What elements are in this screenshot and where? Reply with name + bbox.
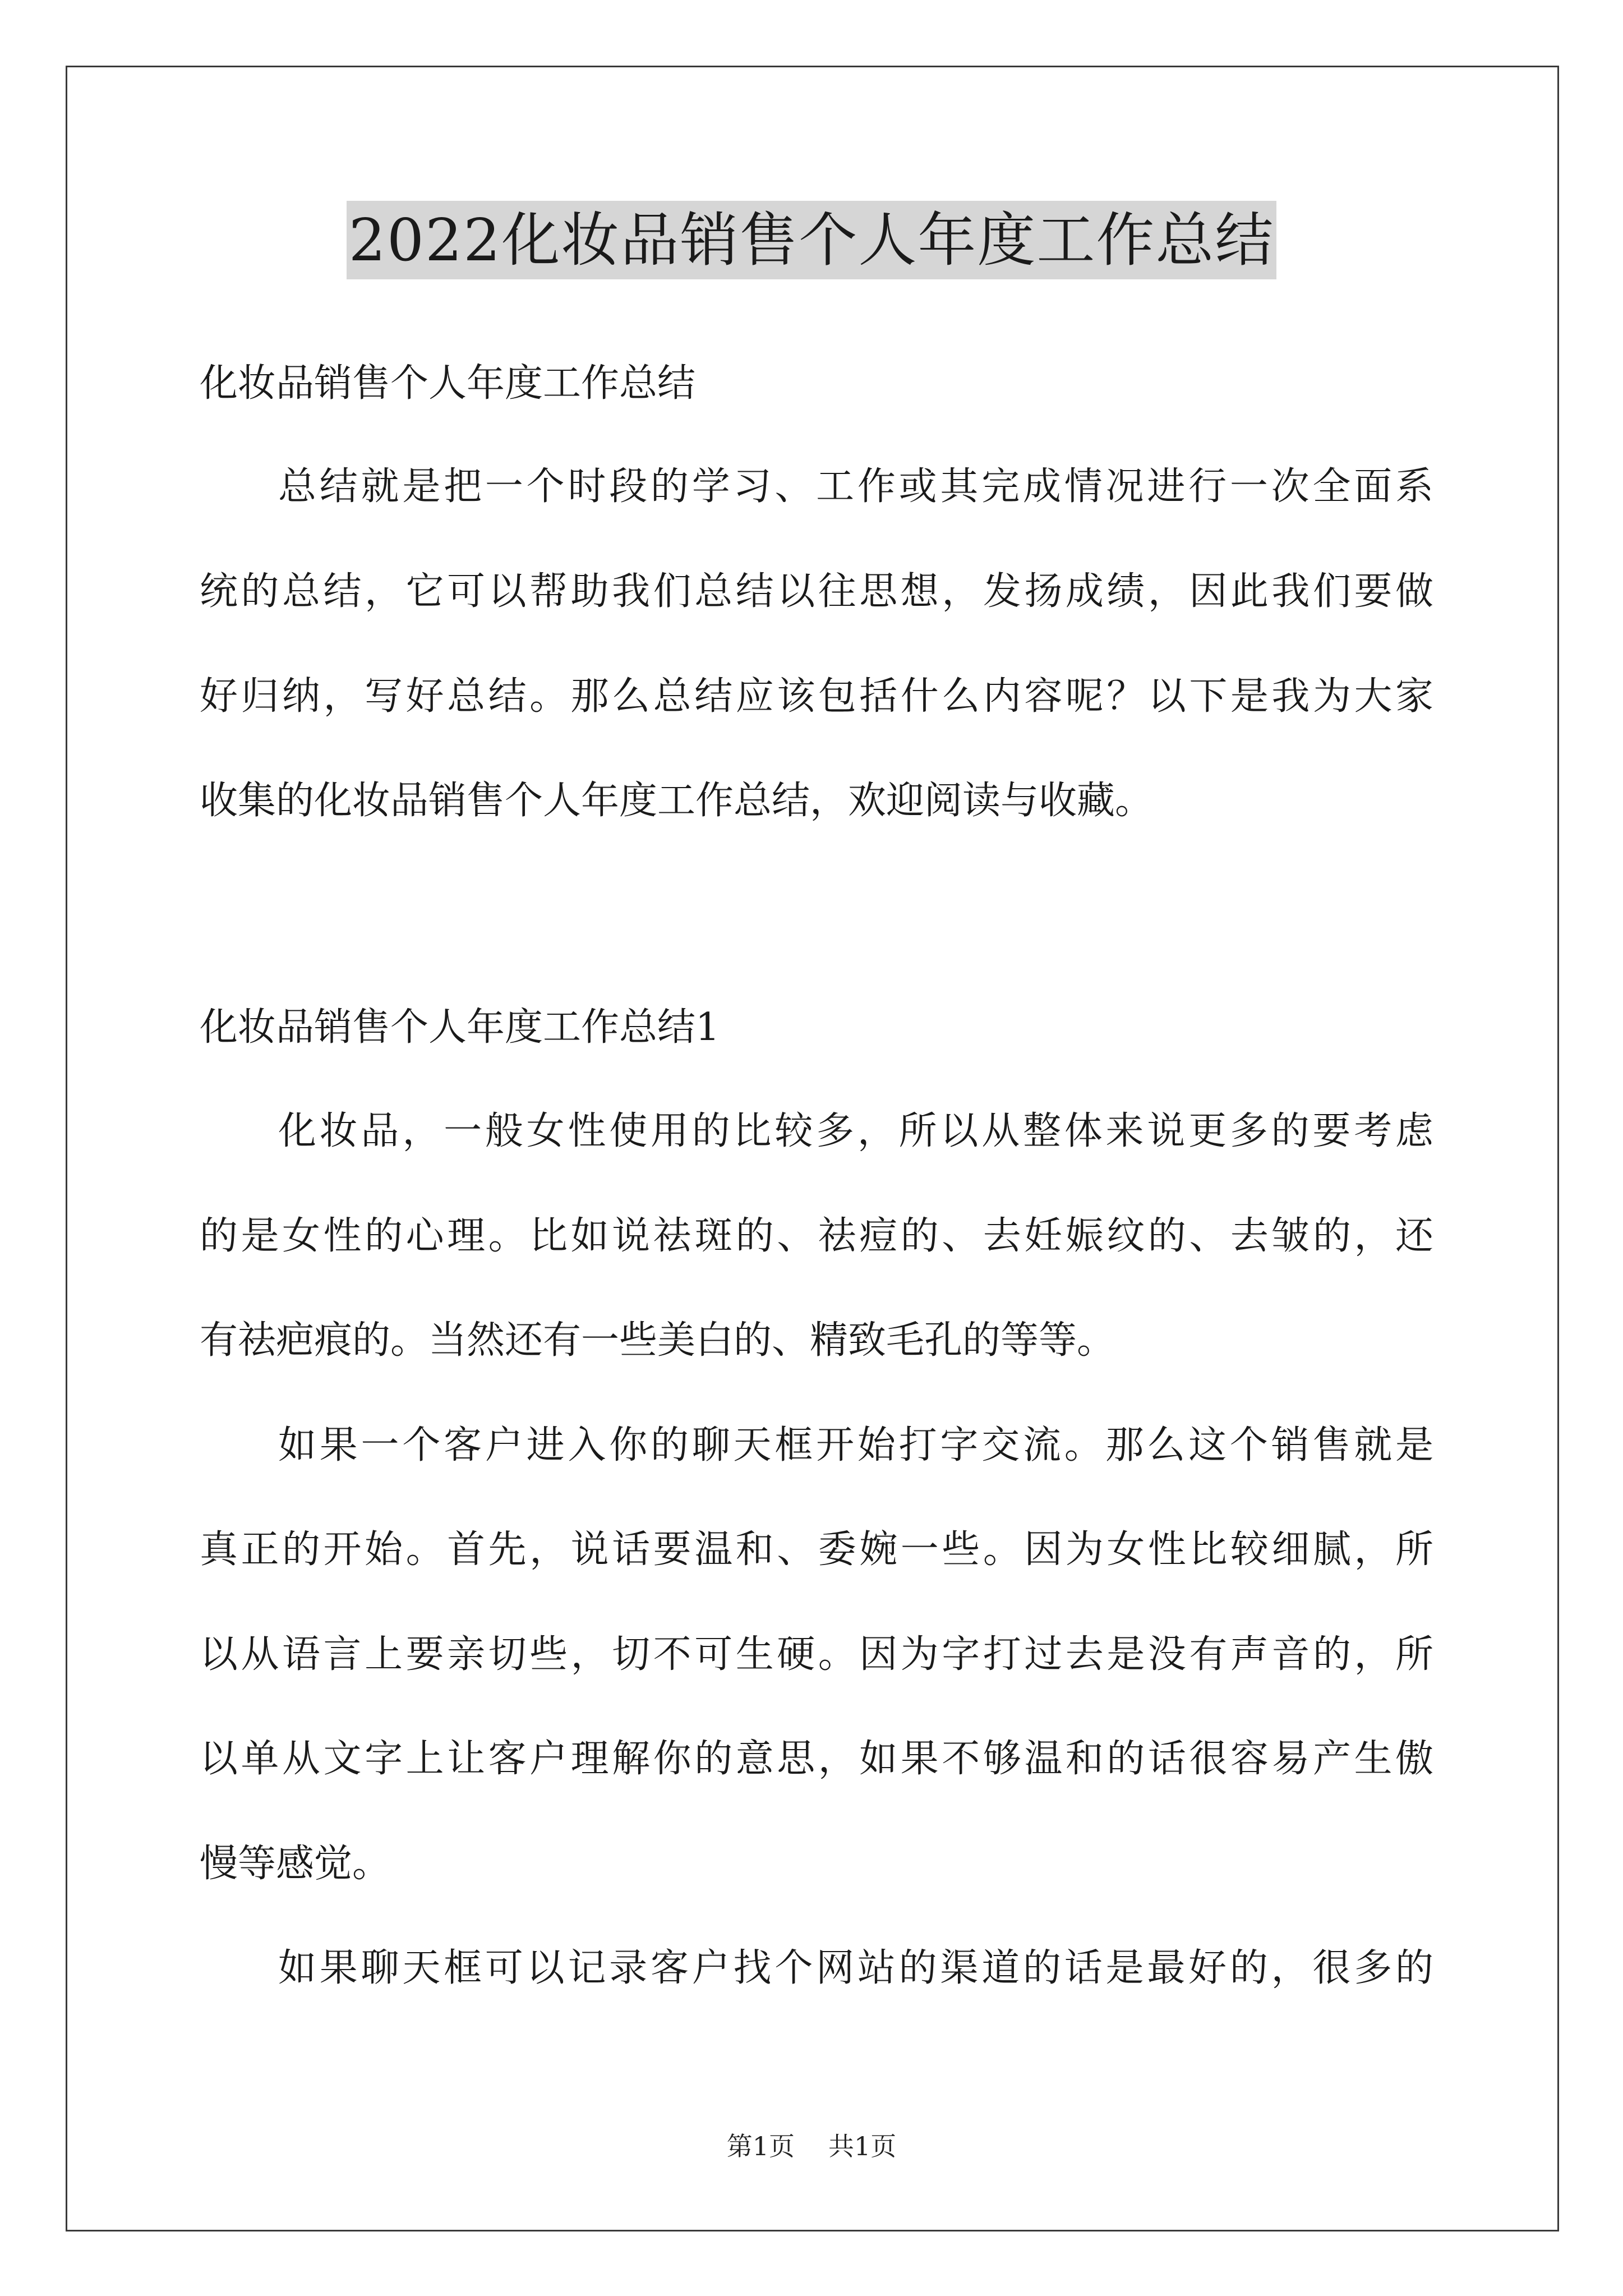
para2-line-5: 慢等感觉。	[200, 1842, 391, 1886]
page-footer	[0, 2129, 1623, 2163]
section-heading: 化妆品销售个人年度工作总结1	[200, 1005, 720, 1050]
intro-line-3: 好归纳，写好总结。那么总结应该包括什么内容呢？以下是我为大家	[200, 674, 1433, 719]
para2-line-1: 如果一个客户进入你的聊天框开始打字交流。那么这个销售就是	[278, 1423, 1433, 1467]
para2-line-3: 以从语言上要亲切些，切不可生硬。因为字打过去是没有声音的，所	[200, 1632, 1433, 1677]
document-title-text: 2022化妆品销售个人年度工作总结	[347, 201, 1277, 279]
intro-line-1: 总结就是把一个时段的学习、工作或其完成情况进行一次全面系	[278, 464, 1433, 509]
intro-line-2: 统的总结，它可以帮助我们总结以往思想，发扬成绩，因此我们要做	[200, 569, 1433, 614]
document-subtitle: 化妆品销售个人年度工作总结	[200, 361, 696, 406]
para2-line-4: 以单从文字上让客户理解你的意思，如果不够温和的话很容易产生傲	[200, 1737, 1433, 1781]
intro-line-4: 收集的化妆品销售个人年度工作总结，欢迎阅读与收藏。	[200, 779, 1154, 823]
para1-line-3: 有祛疤痕的。当然还有一些美白的、精致毛孔的等等。	[200, 1318, 1115, 1363]
document-title	[0, 201, 1623, 279]
para1-line-2: 的是女性的心理。比如说祛斑的、祛痘的、去妊娠纹的、去皱的，还	[200, 1214, 1433, 1258]
para1-line-1: 化妆品，一般女性使用的比较多，所以从整体来说更多的要考虑	[278, 1109, 1433, 1153]
para3-line-1: 如果聊天框可以记录客户找个网站的渠道的话是最好的，很多的	[278, 1946, 1433, 1990]
page-number-current: 第1页	[726, 2131, 795, 2161]
para2-line-2: 真正的开始。首先，说话要温和、委婉一些。因为女性比较细腻，所	[200, 1527, 1433, 1572]
page-number-total: 共1页	[828, 2131, 897, 2161]
